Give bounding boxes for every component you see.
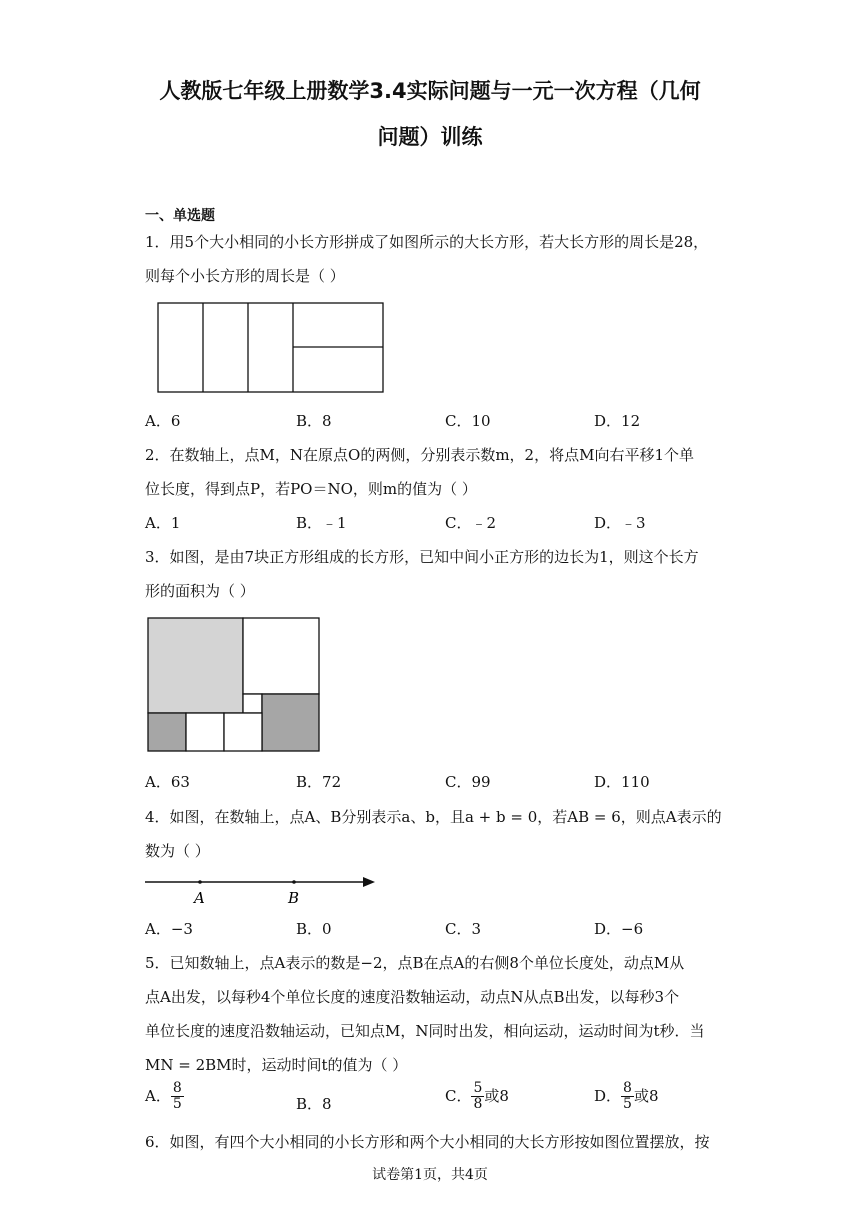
- q1-text-line1: 1．用5个大小相同的小长方形拼成了如图所示的大长方形，若大长方形的周长是28，: [145, 233, 709, 251]
- q1-option-d: D．12: [594, 412, 641, 430]
- section-heading: 一、单选题: [145, 208, 215, 224]
- q2-option-c: C．﹣2: [445, 514, 497, 532]
- q4-number-line: [143, 872, 378, 908]
- q2-text-line2: 位长度，得到点P，若PO＝NO，则m的值为（ ）: [145, 480, 477, 498]
- q4-option-d: D．−6: [594, 920, 644, 938]
- q3-option-c: C．99: [445, 773, 491, 791]
- q2-option-d: D．﹣3: [594, 514, 646, 532]
- q4-label-a: A: [194, 889, 205, 907]
- q2-option-a: A．1: [145, 514, 181, 532]
- q2-text-line1: 2．在数轴上，点M，N在原点O的两侧，分别表示数m，2，将点M向右平移1个单: [145, 446, 694, 464]
- q4-option-a: A．−3: [145, 920, 193, 938]
- q5-option-b: B．8: [296, 1095, 332, 1113]
- q3-text-line2: 形的面积为（ ）: [145, 582, 255, 600]
- q5-option-c: C． $\frac{5}{8}$ 或8: [445, 1080, 509, 1113]
- q4-option-c: C．3: [445, 920, 482, 938]
- q5-text-line4: MN = 2BM时，运动时间t的值为（ ）: [145, 1056, 408, 1074]
- q3-option-b: B．72: [296, 773, 342, 791]
- q1-option-b: B．8: [296, 412, 332, 430]
- q6-text-line1: 6．如图，有四个大小相同的小长方形和两个大小相同的大长方形按如图位置摆放，按: [145, 1133, 710, 1151]
- q4-text-line1: 4．如图，在数轴上，点A、B分别表示a、b，且a + b = 0，若AB = 6，则点A表示的: [145, 808, 722, 826]
- q5-text-line1: 5．已知数轴上，点A表示的数是−2，点B在点A的右侧8个单位长度处，动点M从: [145, 954, 685, 972]
- q4-option-b: B．0: [296, 920, 332, 938]
- q3-squares-figure: [147, 617, 321, 754]
- q5-text-line3: 单位长度的速度沿数轴运动，已知点M，N同时出发，相向运动，运动时间为t秒．当: [145, 1022, 705, 1040]
- q1-option-a: A．6: [145, 412, 181, 430]
- page-title-line1: 人教版七年级上册数学3.4实际问题与一元一次方程（几何: [159, 79, 701, 103]
- page-footer: 试卷第1页，共4页: [372, 1167, 488, 1183]
- q4-label-b: B: [288, 889, 300, 907]
- q1-option-c: C．10: [445, 412, 491, 430]
- q3-option-a: A．63: [145, 773, 190, 791]
- q4-text-line2: 数为（ ）: [145, 842, 210, 860]
- q3-option-d: D．110: [594, 773, 650, 791]
- page-title-line2: 问题）训练: [377, 125, 483, 149]
- q5-option-d: D． $\frac{8}{5}$ 或8: [594, 1080, 659, 1113]
- q5-option-a: A． $\frac{8}{5}$: [145, 1080, 182, 1113]
- q3-text-line1: 3．如图，是由7块正方形组成的长方形，已知中间小正方形的边长为1，则这个长方: [145, 548, 699, 566]
- q1-rectangle-figure: [157, 302, 385, 394]
- q1-text-line2: 则每个小长方形的周长是（ ）: [145, 267, 345, 285]
- q5-text-line2: 点A出发，以每秒4个单位长度的速度沿数轴运动，动点N从点B出发，以每秒3个: [145, 988, 680, 1006]
- q2-option-b: B．﹣1: [296, 514, 347, 532]
